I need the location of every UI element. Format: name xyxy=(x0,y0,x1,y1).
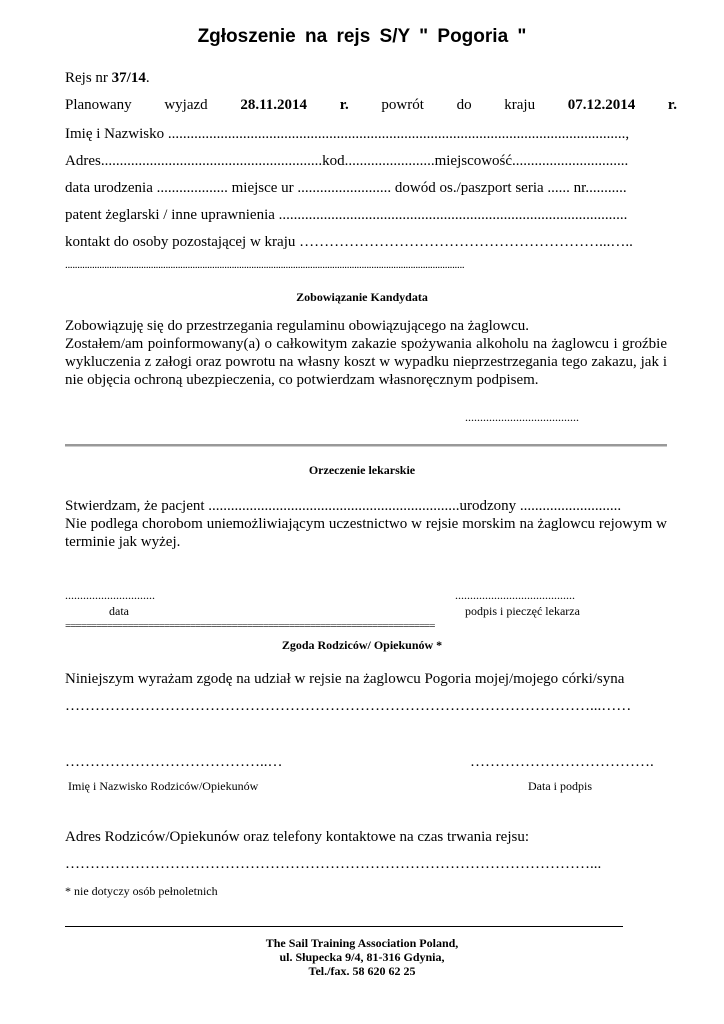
cruise-number: Rejs nr 37/14. xyxy=(65,70,150,86)
candidate-text-2: Zostałem/am poinformowany(a) o całkowitym zakazie spożywania alkoholu na żaglowcu i groźbie wykluczenia z załogi oraz powrotu na własny koszt w wypadku nieprzestrzegania tego zakazu, jak i nie objęcia ochroną ubezpieczenia, co potwierdzam własnoręcznym podpisem. xyxy=(65,336,667,388)
contact-field[interactable]: kontakt do osoby pozostającej w kraju ……………………………………………………...….. xyxy=(65,234,633,250)
divider xyxy=(65,444,667,447)
medical-sign-dots[interactable]: ........................................ xyxy=(455,588,575,602)
parents-date-dots[interactable]: ………………………………. xyxy=(470,754,654,770)
candidate-title: Zobowiązanie Kandydata xyxy=(296,290,428,304)
parents-address-text: Adres Rodziców/Opiekunów oraz telefony kontaktowe na czas trwania rejsu: xyxy=(65,829,530,845)
medical-title: Orzeczenie lekarskie xyxy=(308,463,416,477)
medical-date-dots[interactable]: .............................. xyxy=(65,588,155,602)
medical-sign-label: podpis i pieczęć lekarza xyxy=(465,604,580,618)
footer-line-2: ul. Słupecka 9/4, 81-316 Gdynia, xyxy=(279,950,445,964)
return-date: 07.12.2014 xyxy=(567,97,636,113)
candidate-text-1: Zobowiązuję się do przestrzegania regulaminu obowiązującego na żaglowcu. xyxy=(65,318,529,334)
parents-date-label: Data i podpis xyxy=(528,779,592,793)
address-field[interactable]: Adres...........................................................kod........................miejscowość............................... xyxy=(65,153,629,169)
medical-text: Nie podlega chorobom uniemożliwiającym uczestnictwo w rejsie morskim na żaglowcu rejowym w terminie jak wyżej. xyxy=(65,516,667,550)
parents-line[interactable]: ……………………………………………………………………………………………...…… xyxy=(65,698,632,714)
birth-field[interactable]: data urodzenia ................... miejsce ur ......................... dowód os./paszport seria ...... nr........... xyxy=(65,180,627,196)
footer-line-1: The Sail Training Association Poland, xyxy=(265,936,459,950)
parents-address-line[interactable]: ……………………………………………………………………………………………... xyxy=(65,856,602,872)
parents-name-dots[interactable]: …………………………………..… xyxy=(65,754,283,770)
dates-row: Planowany wyjazd 28.11.2014 r. powrót do kraju 07.12.2014 r. xyxy=(65,97,677,113)
departure-date: 28.11.2014 xyxy=(240,97,308,113)
parents-title: Zgoda Rodziców/ Opiekunów * xyxy=(281,638,443,652)
medical-line[interactable]: Stwierdzam, że pacjent ...................................................................urodzony ........................... xyxy=(65,498,622,514)
footer-divider xyxy=(65,926,623,927)
parents-name-label: Imię i Nazwisko Rodziców/Opiekunów xyxy=(68,779,259,793)
extra-field[interactable]: ................................................................................................................................................................... xyxy=(65,259,465,271)
candidate-signature[interactable]: ...................................... xyxy=(465,410,579,424)
name-field[interactable]: Imię i Nazwisko .........................................................................................................................., xyxy=(65,126,630,142)
note: * nie dotyczy osób pełnoletnich xyxy=(65,884,218,898)
medical-date-label: data xyxy=(109,604,129,618)
separator: ======================================================================= xyxy=(65,620,435,632)
patent-field[interactable]: patent żeglarski / inne uprawnienia ............................................................................................. xyxy=(65,207,628,223)
parents-text: Niniejszym wyrażam zgodę na udział w rejsie na żaglowcu Pogoria mojej/mojego córki/syna xyxy=(65,671,625,687)
footer-line-3: Tel./fax. 58 620 62 25 xyxy=(308,964,416,978)
page-title: Zgłoszenie na rejs S/Y " Pogoria " xyxy=(197,26,527,47)
